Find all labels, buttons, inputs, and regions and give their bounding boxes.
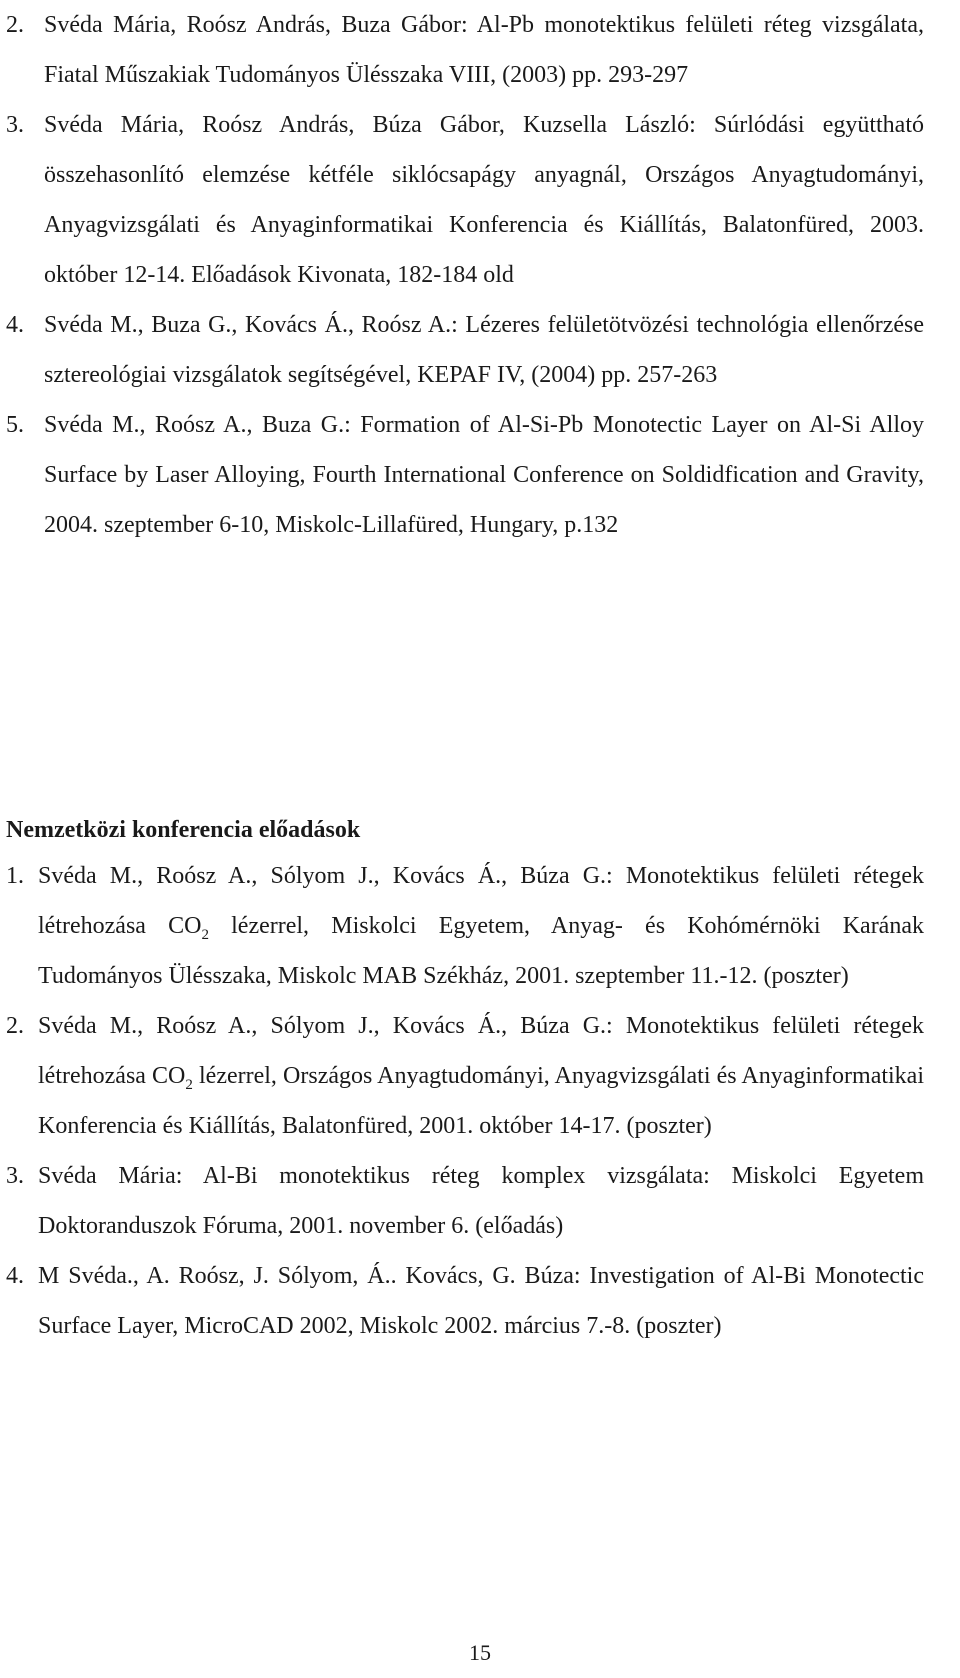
item-text-after: lézerrel, Miskolci Egyetem, Anyag- és Kohómérnöki Karának Tudományos Ülésszaka, Miskolc MAB Székház, 2001. szeptember 11.-12. (poszter) xyxy=(38,913,924,989)
item-text: Svéda Mária: Al-Bi monotektikus réteg komplex vizsgálata: Miskolci Egyetem Doktoranduszok Fóruma, 2001. november 6. (előadás) xyxy=(38,1163,924,1239)
item-number: 4. xyxy=(6,1263,24,1289)
publication-item xyxy=(6,100,924,300)
item-text: Svéda M., Roósz A., Buza G.: Formation of Al-Si-Pb Monotectic Layer on Al-Si Alloy Surface by Laser Alloying, Fourth International Conference on Soldidfication and Gravity, 2004. szeptember 6-10, Miskolc-Lillafüred, Hungary, p.132 xyxy=(44,412,924,538)
item-text: Svéda Mária, Roósz András, Buza Gábor: Al-Pb monotektikus felületi réteg vizsgálata, Fiatal Műszakiak Tudományos Ülésszaka VIII, (2003) pp. 293-297 xyxy=(44,12,924,88)
item-number: 2. xyxy=(6,1013,24,1039)
publication-list xyxy=(6,0,924,550)
item-number: 3. xyxy=(6,1163,24,1189)
item-number: 3. xyxy=(6,112,24,138)
section-heading: Nemzetközi konferencia előadások xyxy=(6,817,361,843)
item-text xyxy=(38,1001,924,1151)
publication-item xyxy=(6,0,924,100)
conference-item xyxy=(6,1151,924,1251)
publication-item xyxy=(6,300,924,400)
item-text: Svéda Mária, Roósz András, Búza Gábor, Kuzsella László: Súrlódási együttható összehasonlító elemzése kétféle siklócsapágy anyagnál, Országos Anyagtudományi, Anyagvizsgálati és Anyaginformatikai Konferencia és Kiállítás, Balatonfüred, 2003. október 12-14. Előadások Kivonata, 182-184 old xyxy=(44,112,924,288)
item-text xyxy=(38,851,924,1001)
item-number: 2. xyxy=(6,12,24,38)
item-number: 1. xyxy=(6,863,24,889)
item-text: M Svéda., A. Roósz, J. Sólyom, Á.. Kovács, G. Búza: Investigation of Al-Bi Monotectic Surface Layer, MicroCAD 2002, Miskolc 2002. március 7.-8. (poszter) xyxy=(38,1263,924,1339)
item-text-before: Svéda M., Roósz A., Sólyom J., Kovács Á., Búza G.: Monotektikus felületi rétegek létrehozása CO xyxy=(38,863,924,939)
item-number: 4. xyxy=(6,312,24,338)
conference-item xyxy=(6,1001,924,1151)
conference-item xyxy=(6,851,924,1001)
item-text-after: lézerrel, Országos Anyagtudományi, Anyagvizsgálati és Anyaginformatikai Konferencia és Kiállítás, Balatonfüred, 2001. október 14-17. (poszter) xyxy=(38,1063,924,1139)
item-number: 5. xyxy=(6,412,24,438)
conference-list xyxy=(6,851,924,1351)
page-number: 15 xyxy=(469,1640,491,1665)
item-text: Svéda M., Buza G., Kovács Á., Roósz A.: Lézeres felületötvözési technológia ellenőrzése sztereológiai vizsgálatok segítségével, KEPAF IV, (2004) pp. 257-263 xyxy=(44,312,924,388)
subscript: 2 xyxy=(185,1076,193,1093)
conference-item xyxy=(6,1251,924,1351)
item-text-before: Svéda M., Roósz A., Sólyom J., Kovács Á., Búza G.: Monotektikus felületi rétegek létrehozása CO xyxy=(38,1013,924,1089)
subscript: 2 xyxy=(201,926,209,943)
publication-item xyxy=(6,400,924,550)
